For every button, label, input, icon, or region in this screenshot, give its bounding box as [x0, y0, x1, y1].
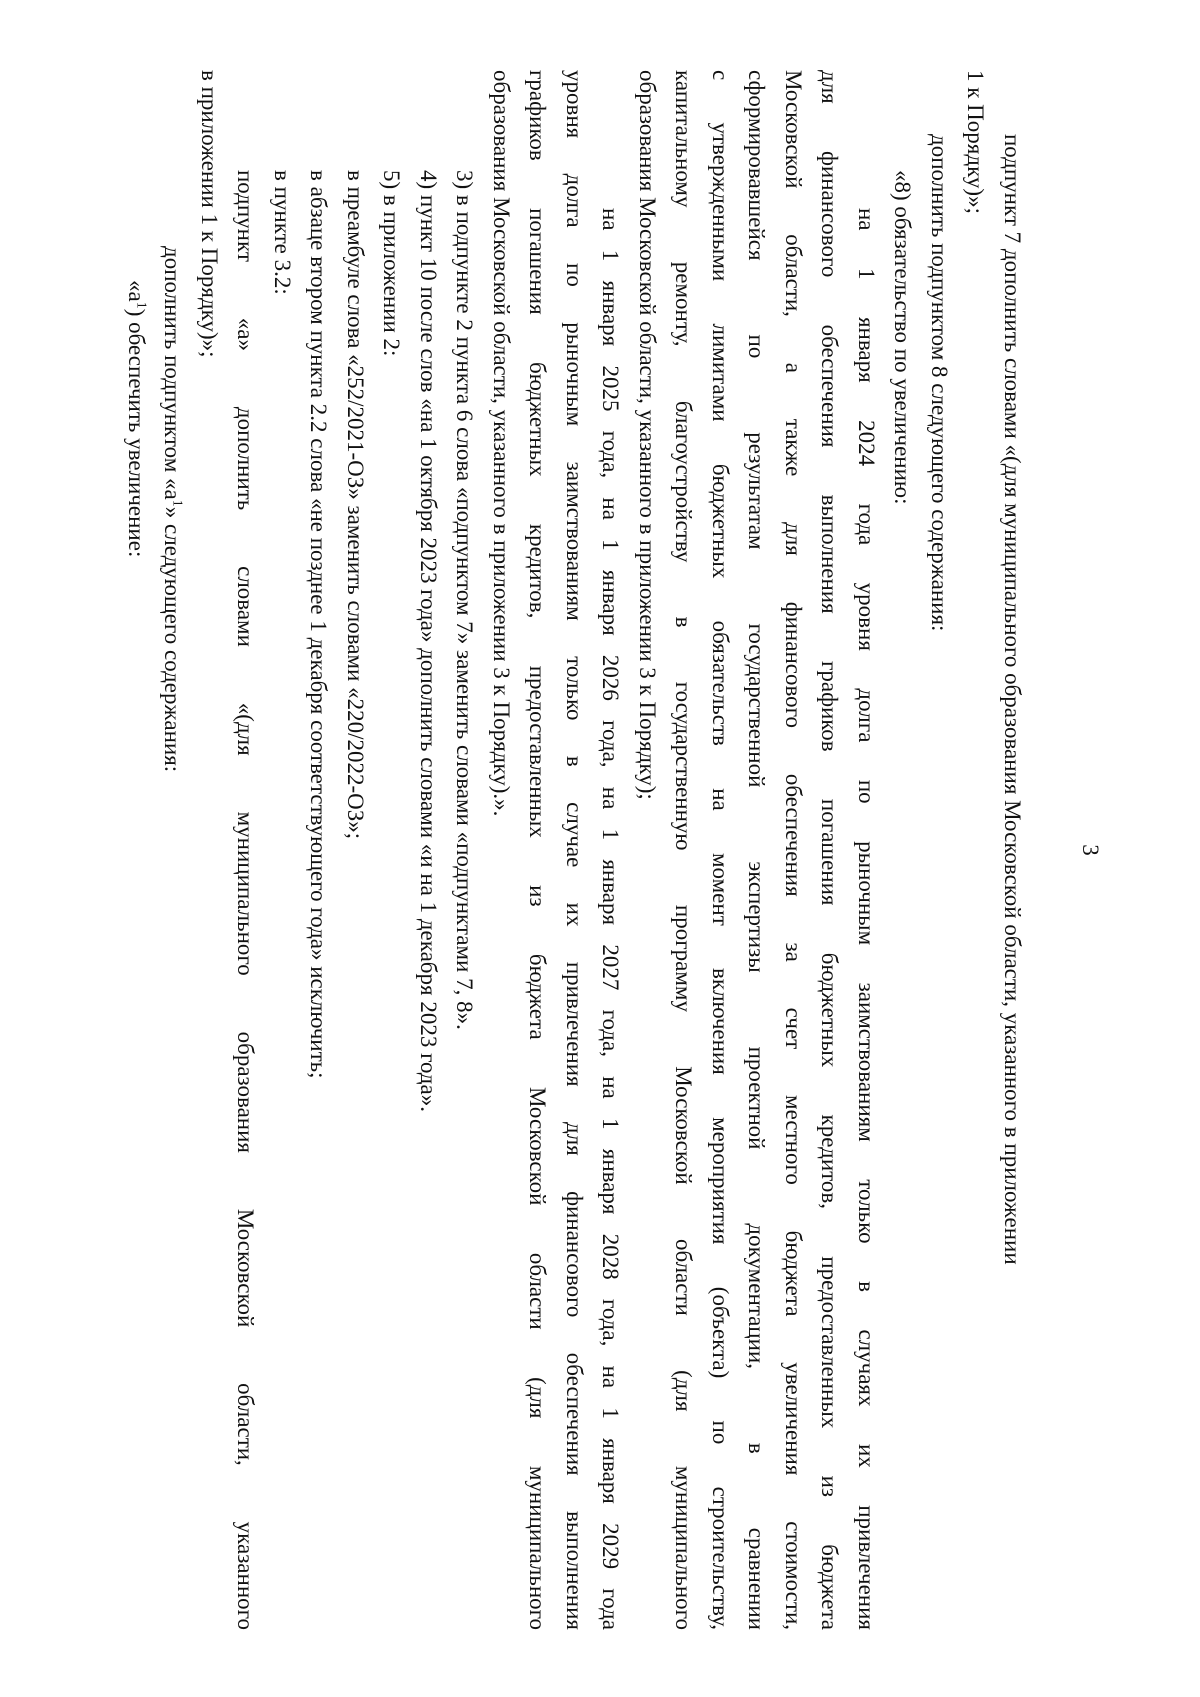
- text-line: сформировавшейся по результатам государственной экспертизы проектной документации, в сравнении: [744, 70, 770, 1630]
- text-fragment: » следующего содержания:: [160, 506, 186, 773]
- rotated-content: [70, 70, 1110, 1630]
- text-line: образования Московской области, указанного в приложении 3 к Порядку);: [635, 70, 660, 800]
- text-fragment: «а: [124, 280, 149, 302]
- text-line: [118, 70, 155, 1630]
- text-line: на 1 января 2024 года уровня долга по рыночным заимствованиям только в случаях их привлечения: [854, 208, 879, 1630]
- text-line: [154, 70, 191, 1630]
- text-line: в преамбуле слова «252/2021-ОЗ» заменить словами «220/2022-ОЗ»;: [343, 170, 368, 840]
- text-line: в приложении 1 к Порядку)»;: [197, 70, 222, 358]
- text-line: для финансового обеспечения выполнения графиков погашения бюджетных кредитов, предоставленных из бюджета: [817, 70, 843, 1630]
- text-line: в пункте 3.2:: [270, 170, 295, 295]
- page-number: 3: [1078, 844, 1103, 856]
- text-line: на 1 января 2025 года, на 1 января 2026 года, на 1 января 2027 года, на 1 января 2028 года, на 1 января 2029 года: [598, 208, 624, 1630]
- superscript: 1: [170, 499, 186, 507]
- text-line: капитальному ремонту, благоустройству в государственную программу Московской области (для муниципального: [671, 70, 697, 1630]
- text-line: с утвержденными лимитами бюджетных обязательств на момент включения мероприятия (объекта) по строительству,: [708, 70, 733, 1630]
- superscript: 1: [133, 301, 149, 309]
- text-fragment: ) обеспечить увеличение:: [124, 308, 149, 558]
- text-line: «8) обязательство по увеличению:: [890, 170, 916, 505]
- text-line: образования Московской области, указанного в приложении 3 к Порядку).».: [489, 70, 514, 817]
- text-line: в абзаце втором пункта 2.2 слова «не позднее 1 декабря соответствующего года» исключить;: [306, 170, 332, 1079]
- text-line: Московской области, а также для финансового обеспечения за счет местного бюджета увеличения стоимости,: [781, 70, 806, 1630]
- text-line: 1 к Порядку)»;: [963, 70, 989, 214]
- text-line: 5) в приложении 2:: [379, 170, 405, 357]
- text-line: уровня долга по рыночным заимствованиям только в случае их привлечения для финансового обеспечения выполнения: [562, 70, 587, 1630]
- text-line: 4) пункт 10 после слов «на 1 октября 2023 года» дополнить словами «и на 1 декабря 2023 года».: [416, 170, 441, 1112]
- text-line: 3) в подпункте 2 пункта 6 слова «подпунктом 7» заменить словами «подпунктами 7, 8».: [452, 170, 478, 1030]
- text-line: графиков погашения бюджетных кредитов, предоставленных из бюджета Московской области (для муниципального: [525, 70, 551, 1630]
- text-line: подпункт 7 дополнить словами «(для муниципального образования Московской области, указанного в приложении: [1000, 134, 1025, 1265]
- text-line: дополнить подпунктом 8 следующего содержания:: [927, 134, 952, 632]
- text-fragment: дополнить подпунктом «а: [160, 246, 186, 500]
- document-body: [118, 70, 1031, 1630]
- text-line: подпункт «а» дополнить словами «(для муниципального образования Московской области, указанного: [233, 170, 259, 1630]
